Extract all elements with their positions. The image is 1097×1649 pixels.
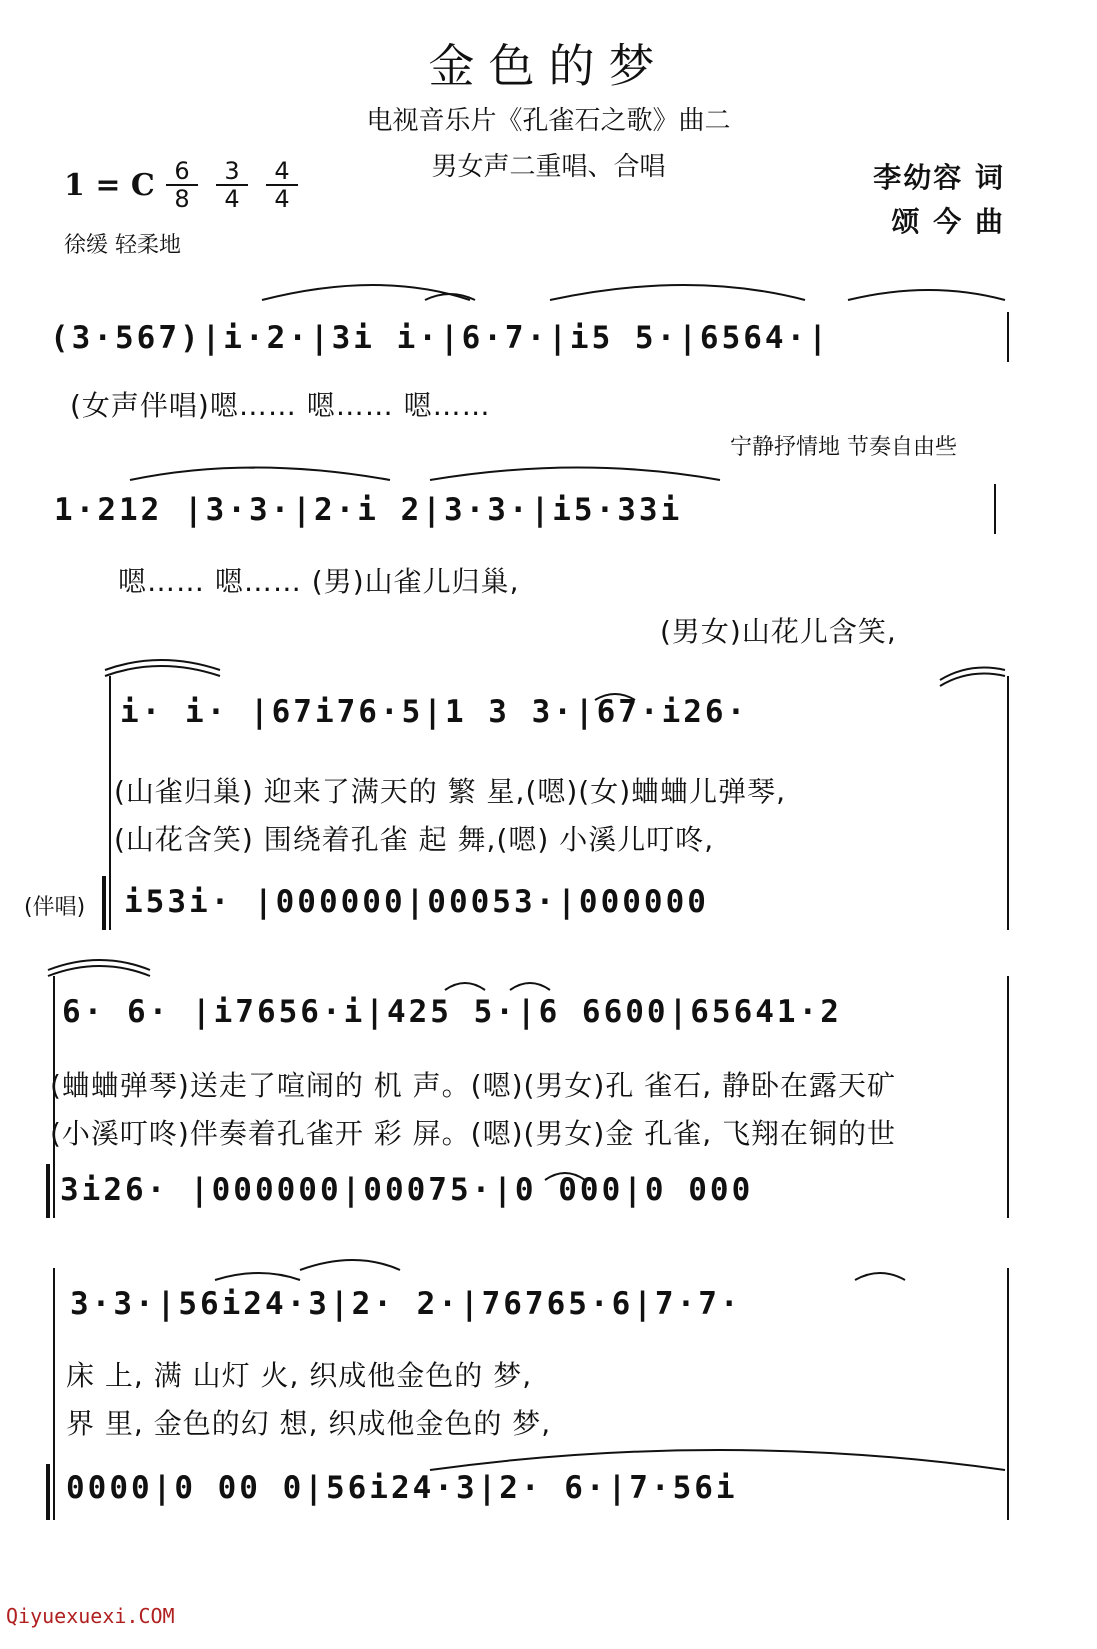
system-5-lyrics-2: 界 里, 金色的幻 想, 织成他金色的 梦, (66, 1407, 552, 1440)
accompaniment-label: (伴唱) (24, 895, 86, 920)
time-signature-1: $\frac{6}{8}$ (166, 158, 198, 212)
system-2-lyrics-1: 嗯…… 嗯…… (男)山雀儿归巢, (118, 565, 520, 598)
song-title: 金色的梦 (428, 39, 669, 93)
system-3-lyrics-1: (山雀归巢) 迎来了满天的 繁 星,(嗯)(女)蛐蛐儿弹琴, (114, 775, 787, 808)
time-signature-2: $\frac{3}{4}$ (216, 158, 248, 212)
tempo-change: 宁静抒情地 节奏自由些 (730, 435, 957, 460)
composer-credit: 颂 今 曲 (891, 205, 1005, 238)
tempo-marking: 徐缓 轻柔地 (64, 233, 181, 258)
system-3-notes: i· i· |67i76·5|1 3 3·|67·i26· (120, 694, 749, 730)
system-3-lyrics-2: (山花含笑) 围绕着孔雀 起 舞,(嗯) 小溪儿叮咚, (114, 823, 715, 856)
system-5-accompaniment: 0000|0 00 0|56i24·3|2· 6·|7·56i (66, 1470, 738, 1506)
song-subtitle: 电视音乐片《孔雀石之歌》曲二 (366, 106, 731, 136)
system-2-notes: 1·212 |3·3·|2·i 2|3·3·|i5·33i (54, 492, 683, 528)
system-1-notes: (3·567)|i·2·|3i i·|6·7·|i5 5·|6564·| (50, 320, 830, 356)
system-4-lyrics-1: (蛐蛐弹琴)送走了喧闹的 机 声。(嗯)(男女)孔 雀石, 静卧在露天矿 (50, 1069, 897, 1102)
lyricist-credit: 李幼容 词 (873, 161, 1005, 194)
system-5-lyrics-1: 床 上, 满 山灯 火, 织成他金色的 梦, (66, 1359, 533, 1392)
key-signature: 1 = C (64, 168, 155, 203)
system-4-accompaniment: 3i26· |000000|00075·|0 000|0 000 (60, 1172, 754, 1208)
system-3-accompaniment: i53i· |000000|00053·|000000 (124, 884, 709, 920)
time-signature-3: $\frac{4}{4}$ (266, 158, 298, 212)
performance-type: 男女声二重唱、合唱 (431, 152, 666, 182)
watermark: Qiyuexuexi.COM (6, 1604, 175, 1628)
system-4-lyrics-2: (小溪叮咚)伴奏着孔雀开 彩 屏。(嗯)(男女)金 孔雀, 飞翔在铜的世 (50, 1117, 897, 1150)
system-4-notes: 6· 6· |i7656·i|425 5·|6 6600|65641·2 (62, 994, 842, 1030)
system-1-lyrics-1: (女声伴唱)嗯…… 嗯…… 嗯…… (70, 389, 491, 422)
system-2-lyrics-2: (男女)山花儿含笑, (660, 615, 897, 648)
system-5-notes: 3·3·|56i24·3|2· 2·|76765·6|7·7· (70, 1286, 742, 1322)
